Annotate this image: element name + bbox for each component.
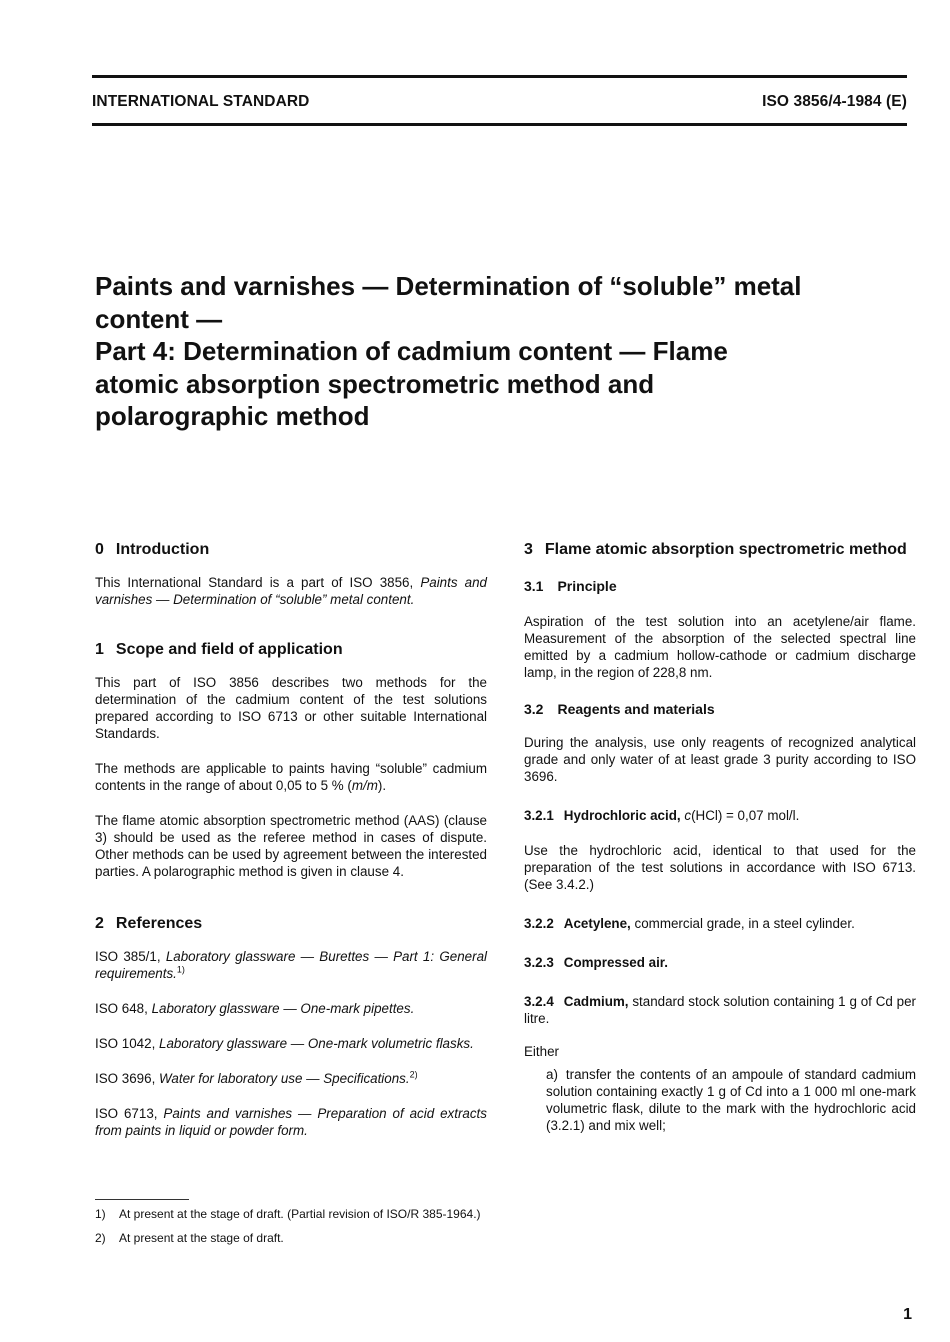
left-column: [95, 540, 487, 1139]
document-type-label: INTERNATIONAL STANDARD: [92, 93, 310, 110]
reference-item: ISO 3696, Water for laboratory use — Specifications.$^{2)}$: [95, 1069, 418, 1086]
reference-item: ISO 6713, Paints and varnishes — Preparation of acid extracts from paints in liquid or powder form.: [95, 1106, 487, 1138]
title-line: Paints and varnishes — Determination of “soluble” metal: [95, 271, 802, 301]
principle-paragraph: Aspiration of the test solution into an acetylene/air flame. Measurement of the absorption of the selected spectral line emitted by a cadmium hollow-cathode or cadmium discharge lamp, in the region of 228,8 nm.: [524, 614, 916, 680]
header-top-rule: [92, 75, 907, 78]
reagents-paragraph: During the analysis, use only reagents of recognized analytical grade and only water of at least grade 3 purity according to ISO 3696.: [524, 735, 916, 784]
section-heading-aas: 3 Flame atomic absorption spectrometric method: [524, 541, 907, 558]
standard-number: ISO 3856/4-1984 (E): [762, 93, 907, 110]
clause-3-2-2: 3.2.2 Acetylene, commercial grade, in a steel cylinder.: [524, 916, 855, 931]
scope-paragraph-3: The flame atomic absorption spectrometric method (AAS) (clause 3) should be used as the referee method in cases of dispute. Other methods can be used by agreement between the interested parties. A polarographic method is given in clause 4.: [95, 813, 487, 879]
title-line: content —: [95, 303, 223, 334]
clause-3-2-3: 3.2.3 Compressed air.: [524, 955, 668, 970]
title-line: Part 4: Determination of cadmium content — Flame: [95, 336, 728, 366]
reference-item: ISO 1042, Laboratory glassware — One-mark volumetric flasks.: [95, 1036, 474, 1051]
hcl-paragraph: Use the hydrochloric acid, identical to that used for the preparation of the test solutions in accordance with ISO 6713. (See 3.4.2.): [524, 843, 916, 892]
subsection-heading-principle: 3.1 Principle: [524, 578, 617, 594]
clause-3-2-1: 3.2.1 Hydrochloric acid, c(HCl) = 0,07 mol/l.: [524, 808, 800, 823]
section-heading-introduction: 0 Introduction: [95, 541, 210, 558]
section-heading-references: 2 References: [95, 915, 203, 932]
reference-item: ISO 385/1, Laboratory glassware — Burettes — Part 1: General requirements.$^{1)}$: [95, 949, 487, 981]
page-number: 1: [903, 1306, 912, 1323]
reference-item: ISO 648, Laboratory glassware — One-mark pipettes.: [95, 1001, 415, 1016]
either-label: Either: [524, 1044, 559, 1059]
scope-paragraph-1: This part of ISO 3856 describes two methods for the determination of the cadmium content of the test solutions prepared according to ISO 6713 or other suitable International Standards.: [95, 675, 487, 741]
title-line: atomic absorption spectrometric method and: [95, 368, 655, 399]
footnote-rule: [95, 1199, 189, 1200]
footnote-ref[interactable]: 2): [409, 1069, 418, 1080]
footnote-1: 1) At present at the stage of draft. (Partial revision of ISO/R 385-1964.): [95, 1207, 481, 1221]
footnote-2: 2) At present at the stage of draft.: [95, 1231, 284, 1245]
title-line: polarographic method: [95, 401, 370, 431]
subsection-heading-reagents: 3.2 Reagents and materials: [524, 701, 715, 717]
document-title: [95, 270, 905, 433]
section-heading-scope: 1 Scope and field of application: [95, 641, 343, 658]
clause-3-2-4: 3.2.4 Cadmium, standard stock solution containing 1 g of Cd per litre.: [524, 994, 916, 1026]
header-bottom-rule: [92, 123, 907, 126]
footnote-ref[interactable]: 1): [176, 964, 185, 975]
intro-paragraph: This International Standard is a part of ISO 3856, Paints and varnishes — Determination of “soluble” metal content.: [95, 575, 488, 607]
scope-paragraph-2: The methods are applicable to paints having “soluble” cadmium contents in the range of about 0,05 to 5 % (m/m).: [95, 761, 487, 793]
right-column: [524, 540, 916, 1134]
list-item-a: a) transfer the contents of an ampoule of standard cadmium solution containing exactly 1 g of Cd into a 1 000 ml one-mark volumetric flask, dilute to the mark with the hydrochloric acid (3.2.1) and mix well;: [546, 1067, 916, 1133]
